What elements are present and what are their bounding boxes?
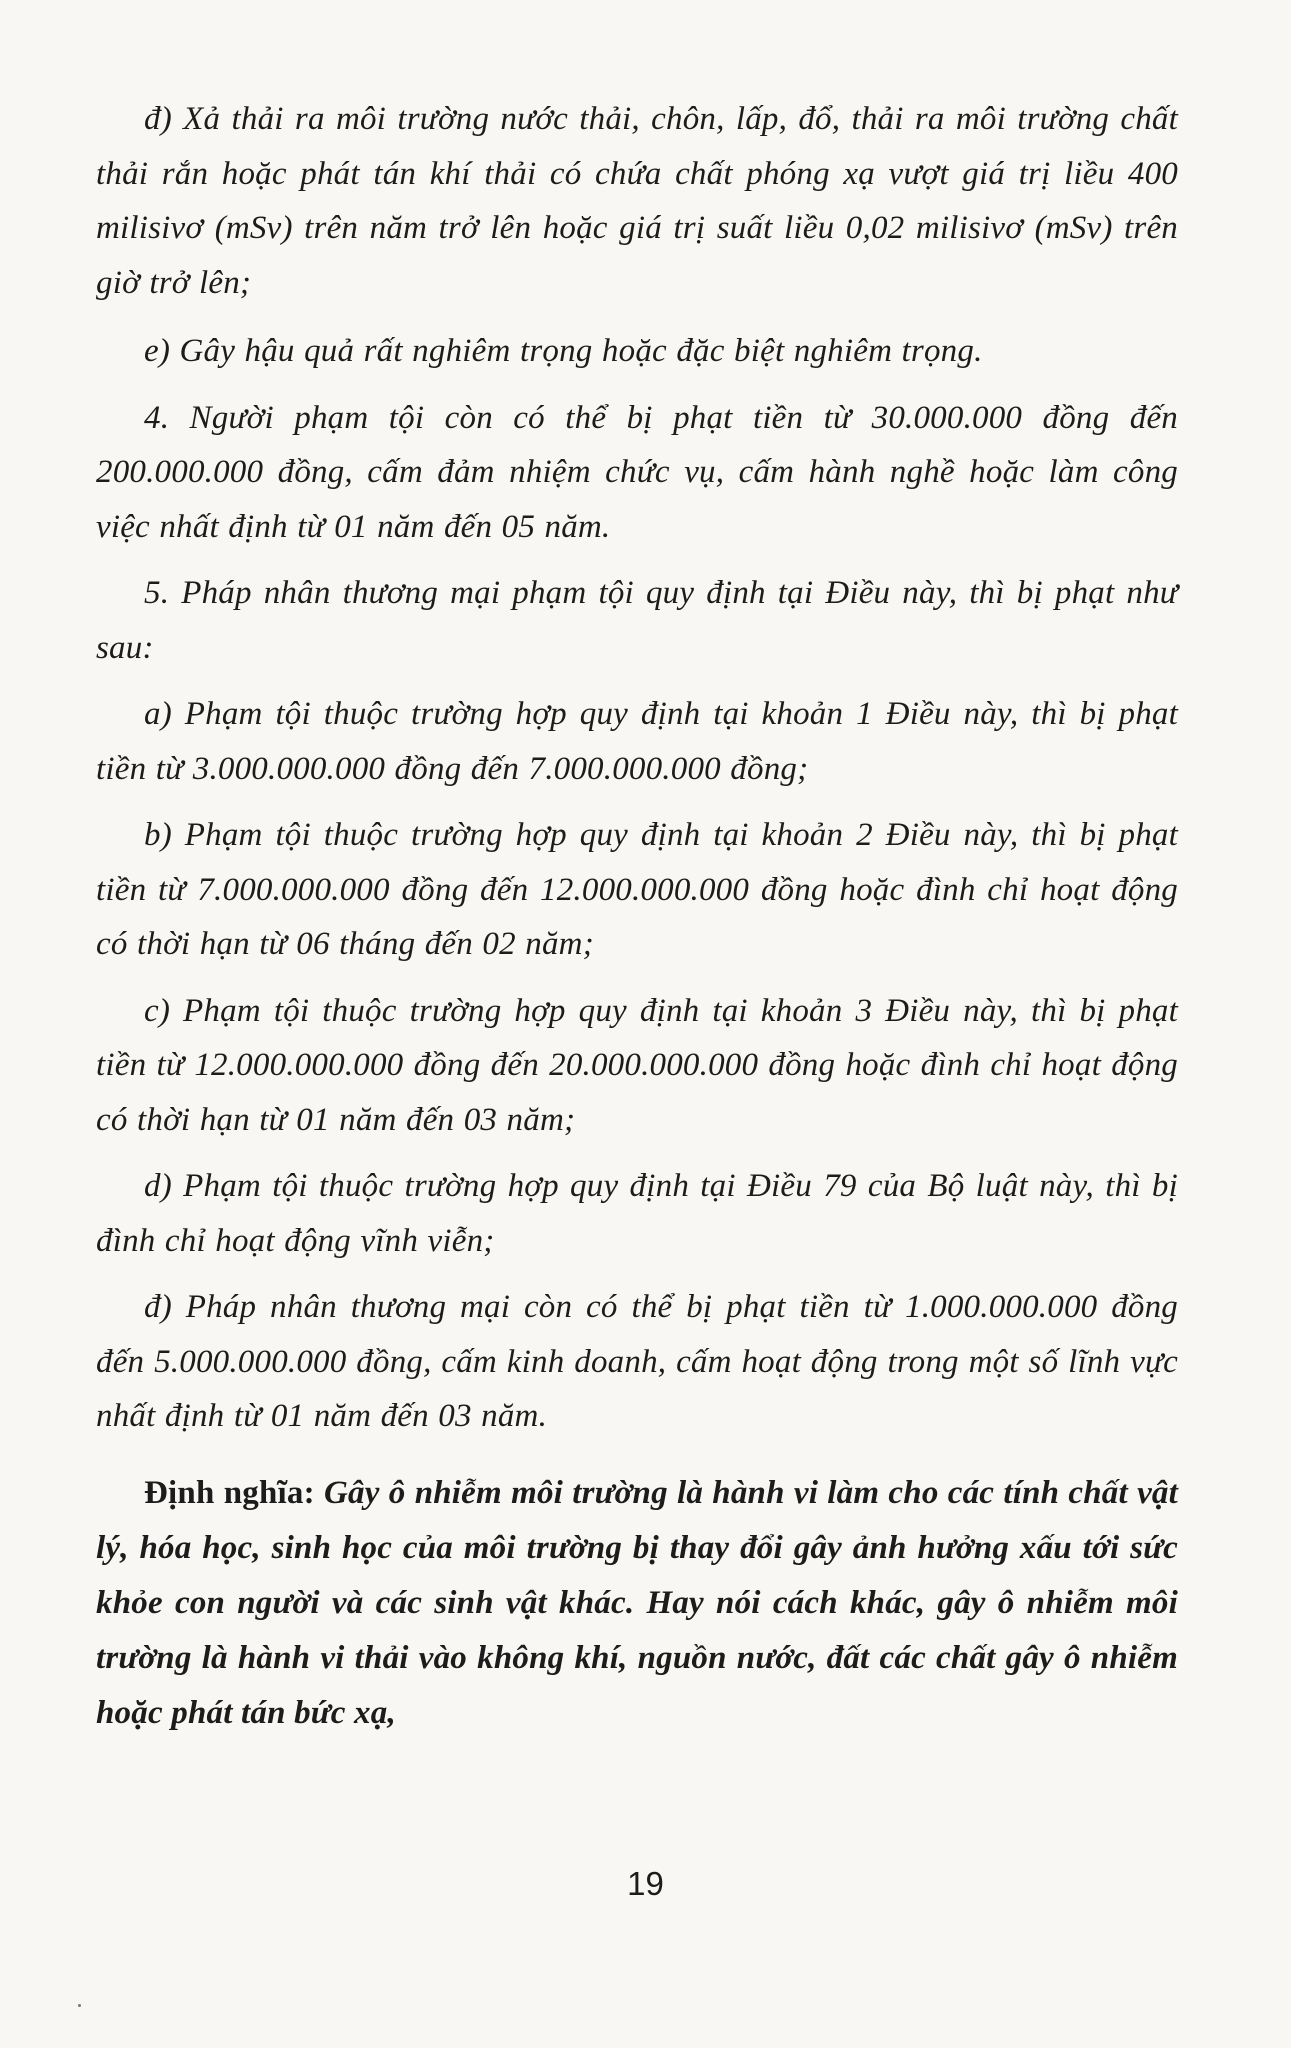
paragraph-5a: a) Phạm tội thuộc trường hợp quy định tại khoản 1 Điều này, thì bị phạt tiền từ 3.000.000.000 đồng đến 7.000.000.000 đồng; [96, 696, 1178, 787]
definition-text: Gây ô nhiễm môi trường là hành vi làm cho các tính chất vật lý, hóa học, sinh học của môi trường bị thay đổi gây ảnh hưởng xấu tới sức khỏe con người và các sinh vật khác. Hay nói cách khác, gây ô nhiễm môi trường là hành vi thải vào không khí, nguồn nước, đất các chất gây ô nhiễm hoặc phát tán bức xạ, [96, 1474, 1178, 1731]
paragraph-e-consequence: e) Gây hậu quả rất nghiêm trọng hoặc đặc biệt nghiêm trọng. [144, 333, 983, 369]
paragraph-d-radiation: đ) Xả thải ra môi trường nước thải, chôn, lấp, đổ, thải ra môi trường chất thải rắn hoặc phát tán khí thải có chứa chất phóng xạ vượt giá trị liều 400 milisivơ (mSv) trên năm trở lên hoặc giá trị suất liều 0,02 milisivơ (mSv) trên giờ trở lên; [96, 101, 1178, 301]
paragraph-5d: d) Phạm tội thuộc trường hợp quy định tại Điều 79 của Bộ luật này, thì bị đình chỉ hoạt động vĩnh viễn; [96, 1168, 1178, 1259]
paragraph-5b: b) Phạm tội thuộc trường hợp quy định tại khoản 2 Điều này, thì bị phạt tiền từ 7.000.000.000 đồng đến 12.000.000.000 đồng hoặc đình chỉ hoạt động có thời hạn từ 06 tháng đến 02 năm; [96, 817, 1178, 962]
paragraph-5-legal-entity: 5. Pháp nhân thương mại phạm tội quy định tại Điều này, thì bị phạt như sau: [96, 575, 1178, 666]
paragraph-4-fine: 4. Người phạm tội còn có thể bị phạt tiền từ 30.000.000 đồng đến 200.000.000 đồng, cấm đảm nhiệm chức vụ, cấm hành nghề hoặc làm công việc nhất định từ 01 năm đến 05 năm. [96, 399, 1178, 545]
definition-label: Định nghĩa: [144, 1474, 315, 1511]
paragraph-5c: c) Phạm tội thuộc trường hợp quy định tại khoản 3 Điều này, thì bị phạt tiền từ 12.000.000.000 đồng đến 20.000.000.000 đồng hoặc đình chỉ hoạt động có thời hạn từ 01 năm đến 03 năm; [96, 992, 1178, 1138]
page-number: 19 [627, 1865, 664, 1902]
page-body [96, 92, 1178, 1741]
paragraph-5dd: đ) Pháp nhân thương mại còn có thể bị phạt tiền từ 1.000.000.000 đồng đến 5.000.000.000 đồng, cấm kinh doanh, cấm hoạt động trong một số lĩnh vực nhất định từ 01 năm đến 03 năm. [96, 1289, 1178, 1434]
definition-paragraph [96, 1466, 1178, 1741]
page-speck [78, 2004, 81, 2007]
